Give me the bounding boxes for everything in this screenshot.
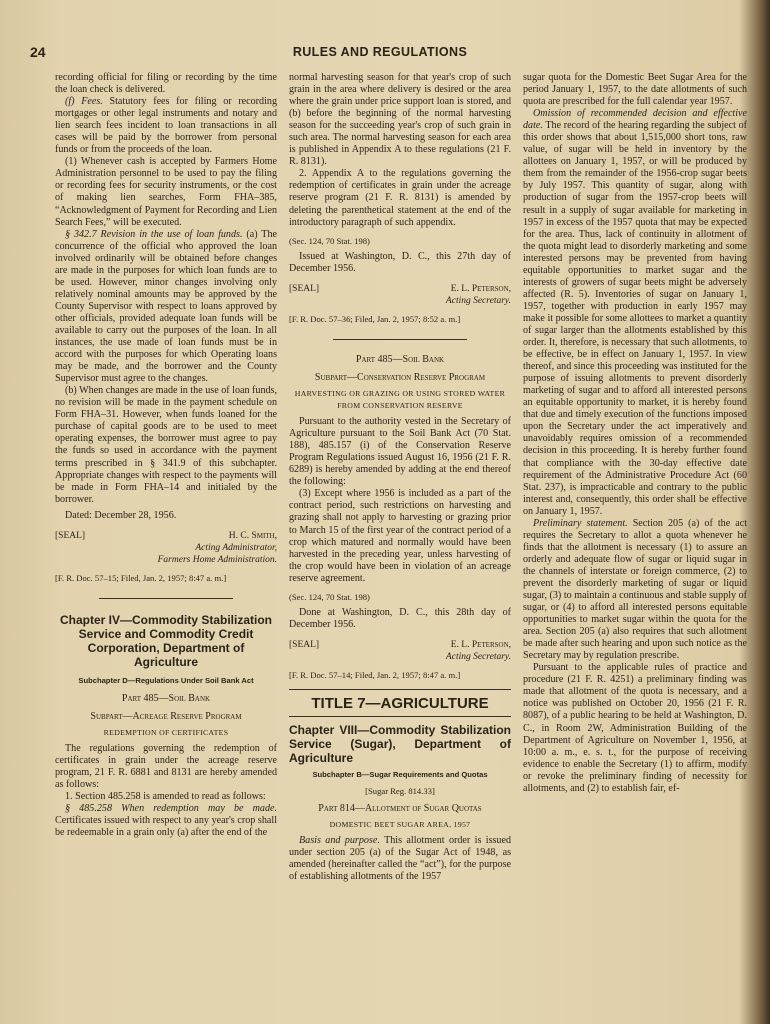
section-label: § 485.258 When redemption may be made. [65,803,277,815]
paragraph: recording official for filing or recording by the time the loan check is delivered. [55,72,277,96]
signer-agency: Farmers Home Administration. [157,554,277,565]
done-line: Done at Washington, D. C., this 28th day of December 1956. [289,606,511,630]
paragraph: The regulations governing the redemption of certificates in grain under the acreage reserve program, 21 F. R. 6881 and 8131 are hereby amended as follows: [55,743,277,791]
paragraph-text: The record of the hearing regarding the subject of this order shows that about 1,515,000 short tons, raw value, of sugar will be held in inventory by the allottees on January 1, 1957, or will be produced by them from the remainder of the 1956-crop sugar beets by July 1957. This quantity of sugar, along with production of sugar from the 1957-crop beets will result in a supply of sugar available for marketing in 1957 in excess of the 1957 quota that may be expected for the area. Thus, lack of continuity in allotment of the quota might lead to disorderly marketing and some interested persons may be prevented from having equitable opportunities to market sugar and the interests of growers of sugar beets might be adversely affected (R. 5). Inventories of sugar on January 1, 1957, together with production in early 1957 may make it possible for some allottees to market a quantity of sugar larger than the allotments established by this order. It, therefore, is necessary that such allotments, to be effective, be in effect on January 1, 1957. In view thereof, and since this proceeding was instituted for the purpose of issuing allotments to prevent disorderly marketing of sugar and to afford all interested persons an equitable opportunity to market, it is hereby found that due and timely execution of the functions imposed upon the Secretary under the act imperatively and unavoidably requires omission of a recommended decision in this proceeding. It is hereby further found that compliance with the 30-day effective date requirement of the Administrative Procedure Act (60 Stat. 237), is impracticable and contrary to the public interest and, consequently, this order shall be effective on January 1, 1957. [523,120,747,517]
chapter-heading: Chapter IV—Commodity Stabilization Service and Commodity Credit Corporation, Department of Agriculture [59,612,272,669]
signature-block [55,530,277,566]
paragraph: Pursuant to the authority vested in the Secretary of Agriculture pursuant to the Soil Bank Act (70 Stat. 188), 485.157 (i) of the Conservation Reserve Program Regulations issued August 16, 1956 (21 F. R. 6289) is hereby amended by adding at the end thereof the following: [289,416,511,488]
section-caption: DOMESTIC BEET SUGAR AREA, 1957 [329,820,471,830]
paragraph-label: (f) Fees. [65,96,103,108]
paragraph-text: Section 205 (a) of the act requires the Secretary to allot a quota whenever he finds that the allotment is necessary (1) to assure an orderly and adequate flow of sugar or liquid sugar in the channels of interstate or foreign commerce, (2) to prevent the disorderly marketing of sugar or liquid sugar, (3) to maintain a continuous and stable supply of sugar, or (4) to afford all interested persons equitable opportunities to market sugar within the quota for the area. Section 205 (a) also requires that such allotment be made after such hearing and upon such notice as the Secretary may by regulation prescribe. [523,517,748,662]
paragraph-label: Preliminary statement. [533,517,628,529]
issued-line: Issued at Washington, D. C., this 27th day of December 1956. [289,250,511,274]
paragraph: (b) When changes are made in the use of loan funds, no revision will be made in the payment schedule on Form FHA–31. However, when funds loaned for the purchase of capital goods are to be used to meet operating expenses, the borrower must agree to pay the funds so used in accordance with the payment terms prescribed in § 341.9 of this subchapter. Appropriate changes with respect to the payments will be made in Form FHA–14 and initialed by the borrower. [55,385,277,505]
part-heading: Part 485—Soil Bank [355,353,445,365]
subchapter-heading: Subchapter B—Sugar Requirements and Quotas [312,770,488,780]
paragraph: normal harvesting season for that year's crop of such grain in the area where delivery is desired or the area where the grain under price support loan is stored, and (b) before the beginning of the normal harvesting season for the succeeding year's crop of such grain in such area. The normal harvesting season for each area is published in Appendix A to these regulations (21 F. R. 8131). [289,72,511,168]
paragraph: Pursuant to the applicable rules of practice and procedure (21 F. R. 4251) a preliminary finding was made that allotment of the quota is necessary, and a notice was published on October 20, 1956 (21 F. R. 8087), of a public hearing to be held at Washington, D. C., in Room 2W, Administration Building of the Department of Agriculture on November 1, 1956, at 10:00 a. m., e. s. t., for the purpose of receiving evidence to enable the Secretary (1) to affirm, modify or revoke the preliminary finding of necessity for allotments, and (2) to establish fair, ef- [523,662,747,794]
dated-line: Dated: December 28, 1956. [65,509,177,521]
seal-label: [SEAL] [55,530,86,541]
paragraph-text: This allotment order is issued under section 205 (a) of the Sugar Act of 1948, as amended (hereinafter called the “act”), for the purpose of establishing allotments of the 1957 [289,835,511,883]
section-caption: REDEMPTION OF CERTIFICATES [103,728,229,738]
paragraph [55,96,277,156]
signer-block [158,530,277,566]
signer-name: E. L. Peterson, [450,639,511,650]
paragraph: sugar quota for the Domestic Beet Sugar Area for the period January 1, 1957, to the date allotments of such quota are prescribed for the full calendar year 1957. [523,72,747,108]
paragraph-text: Statutory fees for filing or recording mortgages or other legal instruments and notary and lien search fees incident to loan transactions in all cases will be paid by the borrower from personal funds or from the proceeds of the loan. [55,96,277,156]
paragraph [523,518,747,663]
subchapter-heading: Subchapter D—Regulations Under Soil Bank Act [78,675,254,685]
fr-doc-citation: [F. R. Doc. 57–15; Filed, Jan. 2, 1957; 8:47 a. m.] [55,572,227,583]
paragraph-text: (a) The concurrence of the official who approved the loan involved ordinarily will be obtained before changes are made in the purposes for which loan funds are to be used. However, minor changes involving only relatively nominal amounts may be approved by the County Supervisor with respect to loans approved by other officials, provided adequate loan funds will be available to carry out the purposes of the loan. In all instances, the use made of loan funds must be in accord with the purposes for which Operating loans may be made, and the borrower and the County Supervisor must agree to the changes. [55,228,277,385]
seal-label: [SEAL] [289,283,320,294]
page-number: 24 [30,44,46,60]
column-3 [523,72,747,795]
subpart-heading: Subpart—Conservation Reserve Program [314,371,486,383]
signer-name: H. C. Smith, [228,530,277,541]
running-head: RULES AND REGULATIONS [292,45,468,59]
part-heading: Part 485—Soil Bank [121,692,211,704]
section-caption: HARVESTING OR GRAZING OR USING STORED WATER FROM CONSERVATION RESERVE [294,388,506,411]
signer-title: Acting Administrator, [195,542,277,553]
signature-block [289,639,511,663]
column-1 [55,72,277,839]
divider [289,716,511,717]
signer-title: Acting Secretary. [445,295,511,306]
column-2 [289,72,511,883]
title-heading: TITLE 7—AGRICULTURE [311,695,489,713]
part-heading: Part 814—Allotment of Sugar Quotas [318,803,482,815]
signature-block [289,283,511,307]
statute-citation: (Sec. 124, 70 Stat. 198) [289,235,370,246]
paragraph [55,229,277,386]
chapter-heading: Chapter VIII—Commodity Stabilization Service (Sugar), Department of Agriculture [289,723,511,766]
paragraph-label: Omission of recommended decision and effective date. [523,108,747,132]
section-label: § 342.7 Revision in the use of loan funds. [65,228,243,240]
paragraph: 1. Section 485.258 is amended to read as follows: [65,791,266,803]
paragraph [55,803,277,839]
regulation-number: [Sugar Reg. 814.33] [365,786,435,797]
divider [289,689,511,690]
fr-doc-citation: [F. R. Doc. 57–14; Filed, Jan. 2, 1957; 8:47 a. m.] [289,669,461,680]
fr-doc-citation: [F. R. Doc. 57–36; Filed, Jan. 2, 1957; 8:52 a. m.] [289,313,461,324]
statute-citation: (Sec. 124, 70 Stat. 198) [289,591,370,602]
paragraph: (1) Whenever cash is accepted by Farmers Home Administration personnel to be used to pay the filing or recording fees for security instruments, or the cost of making lien searches, Form FHA–385, “Acknowledgment of Payment for Recording and Lien Search Fees,” will be executed. [55,156,277,228]
page-header [30,44,730,64]
paragraph-text: Certificates issued with respect to any year's crop shall be redeemable in a grain only (a) after the end of the [55,815,277,839]
signer-title: Acting Secretary. [445,651,511,662]
divider [99,598,232,599]
paragraph [523,108,747,518]
paragraph-label: Basis and purpose. [299,835,380,847]
subpart-heading: Subpart—Acreage Reserve Program [90,711,242,723]
signer-name: E. L. Peterson, [450,283,511,294]
divider [333,339,466,340]
seal-label: [SEAL] [289,639,320,650]
paragraph: (3) Except where 1956 is included as a part of the contract period, such restrictions on harvesting and grazing shall not apply to harvesting or grazing prior to March 15 of the first year of the contract period of a crop which matured and normally would have been harvested in the preceding year, unless harvesting of the crop would have been in violation of an acreage reserve agreement. [289,488,511,584]
signer-block [446,283,511,307]
signer-block [446,639,511,663]
paragraph: 2. Appendix A to the regulations governing the redemption of certificates in grain under the acreage reserve program (21 F. R. 8131) is amended by deleting the parenthetical statement at the end of the introductory paragraph of such appendix. [289,168,511,228]
paragraph [289,835,511,883]
